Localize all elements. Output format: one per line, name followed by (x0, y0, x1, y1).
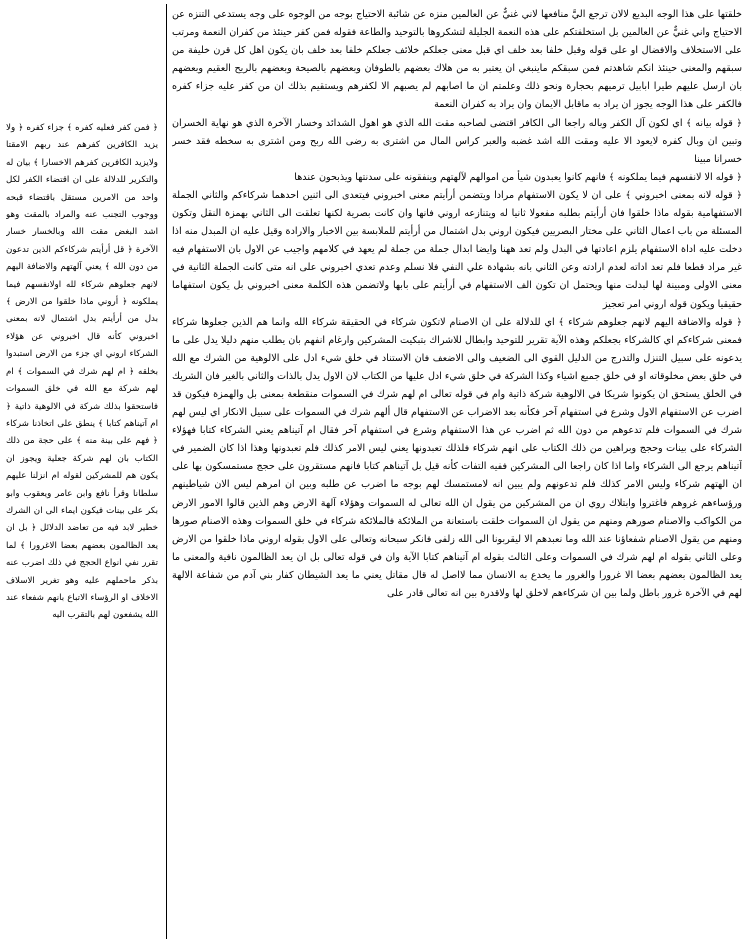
margin-tafsir-column (6, 120, 158, 625)
main-paragraph: ﴿ قوله بيانه ﴾ اي لكون آل الكفر وباله راجعا الى الكافر اقتضى لصاحبه مقت الله الذي هو اهول الشدائد وخسار الآخرة الذي هو نهاية الخسران وتبين ان وبال كفره لايعود الا عليه ومقت الله اشد غضبه والعبر كراس المال من اشترى به رضى الله ربح ومن اشترى به سخطه فقد خسر خسرانا مبينا (172, 117, 742, 165)
main-paragraph: خلقتها على هذا الوجه البديع لالان ترجع اليَّ منافعها لاني غنيٌّ عن العالمين منزه عن شائبة الاحتياج بوجه من الوجوه على وجه يستدعي التنزه عن الاحتياج واني غنيٌّ عن العالمين بل استخلفتكم على هذه النعمة الجليلة لتشكروها بالتوحيد والطاعة فقوله فمن كفر حينئذ من كفران النعمة ومرتب على الاستخلاف والافضال او على قوله وقبل خلفا بعد خلف اي قبل معنى جعلكم خلائف جعلكم خلفا بعد خلف بان يكون اهل كل قرن خليفة من سبقهم والمعنى حينئذ انكم شاهدتم فمن سبقكم ماينبغي ان يعتبر به من هلاك بعضهم بالطوفان وبعضهم بالصيحة وبعضهم بالريح العقيم وبعضهم بان ارسل عليهم طيرا ابابيل ترميهم بحجارة ونحو ذلك وعلمتم ان ما اصابهم لم يصبهم الا لكفرهم ويستقيم بذلك ان من كفر عليه جزاء كفره فالكفر على هذا الوجه يجوز ان يراد به ماقابل الايمان وان يراد به كفران النعمة (172, 9, 742, 111)
margin-paragraph: ﴿ فمن كفر فعليه كفره ﴾ جزاء كفره ﴿ ولا يزيد الكافرين كفرهم عند ربهم الامقتا ولايزيد الكافرين كفرهم الاخسارا ﴾ بيان له والتكرير للدلالة على ان اقتضاء الكفر لكل واحد من الامرين مستقل باقتضاء قبحه ووجوب التجنب عنه والمراد بالمقت وهو اشد البغض مقت الله وبالخسار خسار الآخرة ﴿ قل أرأيتم شركاءكم الذين تدعون من دون الله ﴾ يعني آلهتهم والاضافة اليهم لانهم جعلوهم شركاء لله اولانفسهم فيما يملكونه ﴿ أروني ماذا خلقوا من الارض ﴾ بدل من أرأيتم بدل اشتمال لانه بمعنى اخبروني كأنه قال اخبروني عن هؤلاء الشركاء اروني اي جزء من الارض استبدوا بخلقه ﴿ ام لهم شرك في السموات ﴾ ام لهم شركة مع الله في خلق السموات فاستحقوا بذلك شركة في الالوهية ذاتية ﴿ ام آتيناهم كتابا ﴾ ينطق على اتخاذنا شركاء ﴿ فهم على بينة منه ﴾ على حجة من ذلك الكتاب بان لهم شركة جعلية ويجوز ان يكون هم للمشركين لقوله ام انزلنا عليهم سلطانا وقرأ نافع وابن عامر ويعقوب وابو بكر على بينات فيكون ايماء الى ان الشرك خطير لابد فيه من تعاضد الدلائل ﴿ بل ان يعد الظالمون بعضهم بعضا الاغرورا ﴾ لما تقرر نفي انواع الحجج في ذلك اضرب عنه بذكر ماحملهم عليه وهو تغرير الاسلاف الاخلاف او الرؤساء الاتباع بانهم شفعاء عند الله يشفعون لهم بالتقرب اليه (6, 123, 158, 621)
main-commentary-column (172, 6, 742, 937)
main-paragraph: ﴿ قوله لانه بمعنى اخبروني ﴾ على ان لا يكون الاستفهام مرادا ويتضمن أرأيتم معنى اخبروني فيتعدى الى اثنين احدهما شركاءكم والثاني الجملة الاستفهامية بقوله ماذا خلقوا فان أرأيتم بطلبه مفعولا ثانيا له ويتنازعه اروني فانها وان كانت بصرية لكنها تعلقت الى الثاني بهمزة النقل وتكون المسئلة من باب اعمال الثاني على مختار البصريين فيكون اروني بدل اشتمال من أرأيتم للملابسة بين الاخبار والارادة وقيل عليه ان المبدل منه اذا دخلت عليه اداة الاستفهام يلزم اعادتها في البدل ولم تعد ههنا وايضا ابدال جملة من جملة لم يعهد في كلامهم واجيب عن الاول بان الاستفهام فيه غير مراد قطعا فلم تعد اداته لعدم ارادته وعن الثاني بانه بشهادة علي النفي فلا نسلم وعدم تعدي اخبروني على انه متى كانت الجملة الثانية في معنى الاولى ومبينة لها لبدلت منها ويحتمل ان تكون الف الاستفهام في أرأيتم على بابها ولاتضمن هذه الكلمة معنى اخبروني بل يكون استفهاما حقيقيا ويكون قوله اروني امر تعجيز (172, 189, 742, 310)
main-paragraph: ﴿ قوله الا لانفسهم فيما يملكونه ﴾ فانهم كانوا يعبدون شيأ من اموالهم لآلهتهم وينفقونه على سدنتها ويذبحون عندها (294, 171, 742, 183)
main-paragraph: ﴿ قوله والاضافة اليهم لانهم جعلوهم شركاء ﴾ اي للدلالة على ان الاصنام لاتكون شركاء في الحقيقة شركاء الله وانما هم الذين جعلوها شركاء فمعنى شركاءكم اي كالشركاء بجعلكم وهذه الآية تقرير للتوحيد وابطال للاشراك بتبكيت المشركين وارغام انفهم بان يطلب منهم دليلا يدل على ما يدعونه على سبيل التنزل والتدرج من الدليل القوي الى الضعيف والى الاضعف فان الاستناد في خلق شيء ادل على الالوهية من الشرك مع الله في خلق بعض مخلوقاته او في خلق جميع اشياء وكذا الشركة في خلق شيء ادل عليها من الكتاب لان الاول يدل بالذات والثاني بالغير فان الشريك في الخلق يستحق ان يكونوا شريكا في الالوهية شركة ذاتية وام في قوله تعالى ام لهم شرك في السموات منقطعة بمعنى بل والهمزة فيكون قد اضرب عن الاستفهام الاول وشرع في استفهام آخر فكأنه بعد الاضراب عن الاستفهام قال ألهم شرك في السموات على سبيل الانكار اي ليس لهم شرك في السموات فلم تدعوهم من دون الله ثم اضرب عن هذا الاستفهام وشرع في استفهام آخر فقال ام آتيناهم يعني الشركاء كتابا فهؤلاء الشركاء على بينات وحجج وبراهين من ذلك الكتاب على انهم شركاء فلذلك تعبدونها يعني ليس الامر كذلك فلم تعبدونها وهذا اذا كان الضمير في آتيناهم يرجع الى الشركاء واما اذا كان راجعا الى المشركين ففيه التفات كأنه قيل بل آتيناهم كتابا فانهم مستقرون على حجج مستمسكون بها على ان الهتهم شركاء وليس الامر كذلك فلم تدعونهم ولم يبين انه لامستمسك لهم بوجه ما اضرب عن طلبه وبين ان امرهم ليس الان شياطينهم ورؤساءهم غروهم فاغتروا وابتلاك روي ان من المشركين من يقول ان الله تعالى له السموات وهؤلاء آلهة الارض وهم الذين قالوا الامور الارض من الكواكب والاصنام صورهم ومنهم من يقول ان السموات خلقت باستعانة من الملائكة فالملائكة شركاء في خلق السموات وهذه الاصنام صورها ومنهم من يقول الاصنام شفعاؤنا عند الله وما نعبدهم الا ليقربونا الى الله زلفى فانكر سبحانه وتعالى على الاول بقوله اروني ماذا خلقوا من الارض وعلى الثاني بقوله ام لهم شرك في السموات وعلى الثالث بقوله ام آتيناهم كتابا الآية وان في قوله تعالى بل ان يعد الظالمون نافية والمعنى ما يعد الظالمون بعضهم بعضا الا غرورا والغرور ما يخدع به الانسان مما لااصل له قال مقاتل يعني ما يعد الشيطان كفار بني آدم من شفاعة الالهة لهم في الآخرة غرور باطل ولما بين ان شركاءهم لاخلق لها ولاقدرة بين انه تعالى قادر على (172, 316, 742, 599)
column-divider-line (166, 4, 167, 939)
